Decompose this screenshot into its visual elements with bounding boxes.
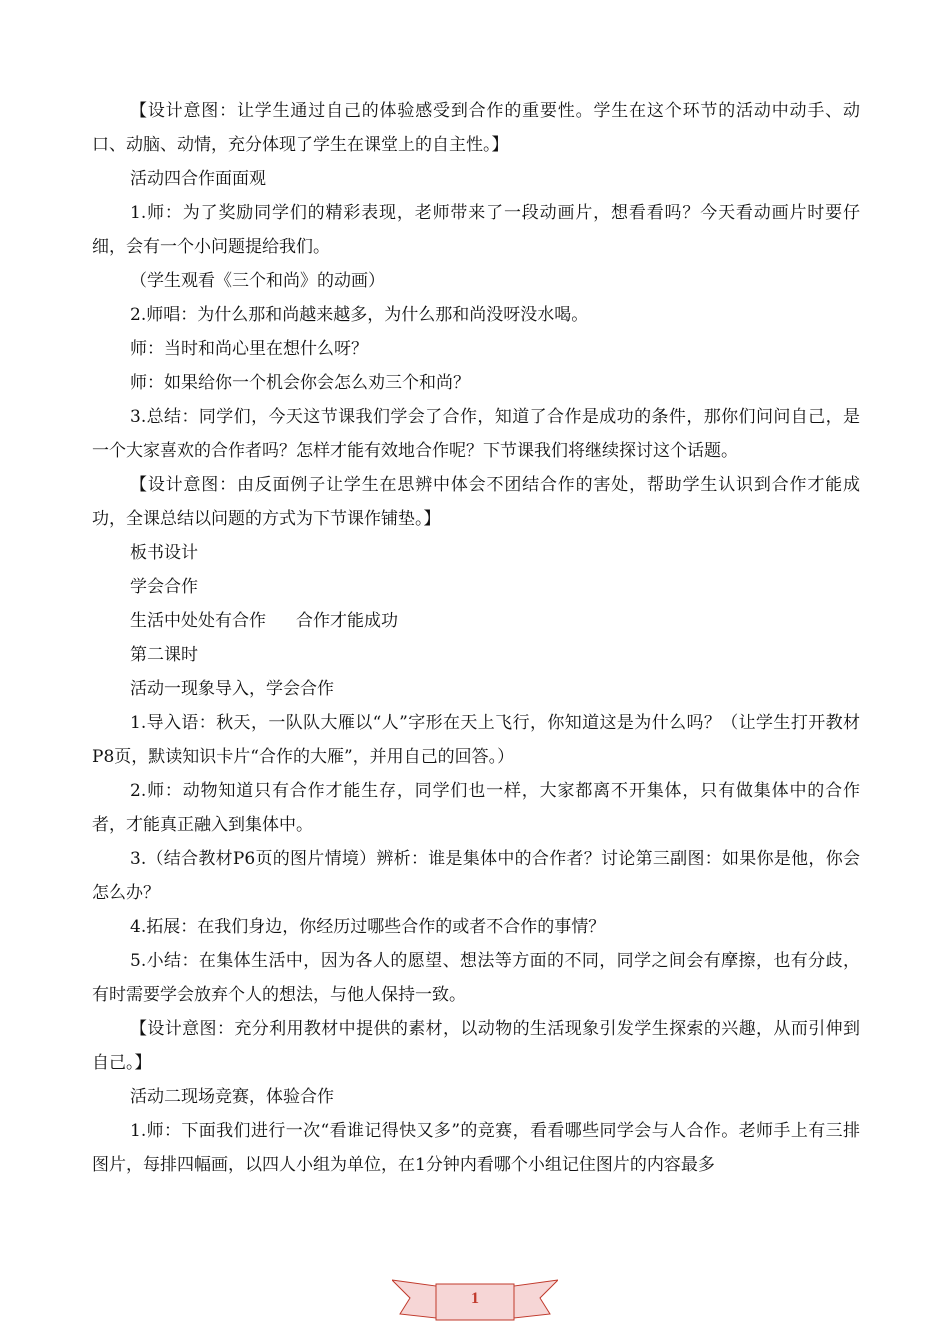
- ribbon-left-tail: [392, 1280, 436, 1318]
- lesson-heading: 第二课时: [130, 645, 198, 665]
- activity-heading: 活动四合作面面观: [130, 169, 266, 189]
- board-line: [92, 604, 860, 638]
- document-body: [92, 94, 860, 1182]
- ribbon-right-tail: [514, 1280, 558, 1318]
- board-item: 合作才能成功: [296, 611, 398, 631]
- body-paragraph: 3.总结：同学们，今天这节课我们学会了合作，知道了合作是成功的条件，那你们问问自己，是一个大家喜欢的合作者吗？怎样才能有效地合作呢？下节课我们将继续探讨这个话题。: [92, 407, 860, 461]
- design-intent-paragraph: 【设计意图：充分利用教材中提供的素材，以动物的生活现象引发学生探索的兴趣，从而引伸到自己。】: [92, 1019, 860, 1073]
- body-paragraph: （学生观看《三个和尚》的动画）: [130, 271, 385, 291]
- design-intent-paragraph: 【设计意图：让学生通过自己的体验感受到合作的重要性。学生在这个环节的活动中动手、动口、动脑、动情，充分体现了学生在课堂上的自主性。】: [92, 101, 860, 155]
- body-paragraph: 师：如果给你一个机会你会怎么劝三个和尚？: [130, 373, 470, 393]
- body-paragraph: 师：当时和尚心里在想什么呀？: [130, 339, 368, 359]
- page-footer: [0, 1270, 950, 1330]
- section-heading: 板书设计: [130, 543, 198, 563]
- page-number: 1: [471, 1290, 479, 1307]
- board-item: 生活中处处有合作: [130, 611, 266, 631]
- activity-heading: 活动一现象导入，学会合作: [130, 679, 334, 699]
- body-paragraph: 1.师：下面我们进行一次“看谁记得快又多”的竞赛，看看哪些同学会与人合作。老师手上有三排图片，每排四幅画，以四人小组为单位，在1分钟内看哪个小组记住图片的内容最多: [92, 1121, 860, 1175]
- body-paragraph: 2.师唱：为什么那和尚越来越多，为什么那和尚没呀没水喝。: [130, 305, 589, 325]
- activity-heading: 活动二现场竞赛，体验合作: [130, 1087, 334, 1107]
- body-paragraph: 5.小结：在集体生活中，因为各人的愿望、想法等方面的不同，同学之间会有摩擦，也有分歧，有时需要学会放弃个人的想法，与他人保持一致。: [92, 951, 860, 1005]
- board-title: 学会合作: [130, 577, 198, 597]
- body-paragraph: 2.师：动物知道只有合作才能生存，同学们也一样，大家都离不开集体，只有做集体中的合作者，才能真正融入到集体中。: [92, 781, 860, 835]
- body-paragraph: 1.导入语：秋天，一队队大雁以“人”字形在天上飞行，你知道这是为什么吗？（让学生打开教材P8页，默读知识卡片“合作的大雁”，并用自己的回答。）: [92, 713, 860, 767]
- body-paragraph: 3.（结合教材P6页的图片情境）辨析：谁是集体中的合作者？讨论第三副图：如果你是他，你会怎么办？: [92, 849, 860, 903]
- body-paragraph: 4.拓展：在我们身边，你经历过哪些合作的或者不合作的事情？: [130, 917, 606, 937]
- design-intent-paragraph: 【设计意图：由反面例子让学生在思辨中体会不团结合作的害处，帮助学生认识到合作才能成功，全课总结以问题的方式为下节课作铺垫。】: [92, 475, 860, 529]
- body-paragraph: 1.师：为了奖励同学们的精彩表现，老师带来了一段动画片，想看看吗？今天看动画片时要仔细，会有一个小问题提给我们。: [92, 203, 860, 257]
